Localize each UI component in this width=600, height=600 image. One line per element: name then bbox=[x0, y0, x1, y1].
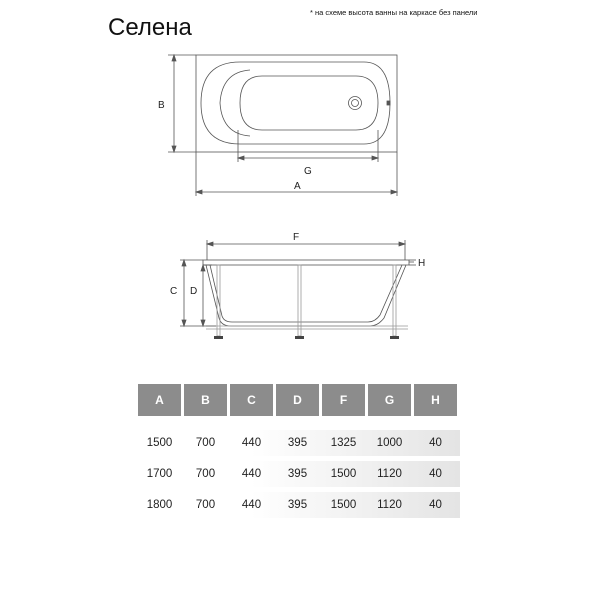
table-cell: 40 bbox=[429, 499, 442, 511]
table-cell: 440 bbox=[241, 437, 262, 449]
table-cell: 1120 bbox=[377, 499, 402, 511]
table-cell: 1120 bbox=[377, 468, 402, 480]
table-cell: 40 bbox=[429, 468, 442, 480]
table-cell: 1500 bbox=[330, 499, 357, 511]
dim-label-g: G bbox=[304, 166, 312, 177]
table-cell: 40 bbox=[429, 437, 442, 449]
product-title: Селена bbox=[108, 14, 192, 41]
table-cell: 700 bbox=[195, 468, 216, 480]
table-cell: 440 bbox=[241, 499, 262, 511]
table-cell: 1700 bbox=[146, 468, 173, 480]
table-row bbox=[138, 430, 460, 456]
tub-rim bbox=[203, 260, 409, 265]
table-row bbox=[138, 492, 460, 518]
table-cell: 1325 bbox=[330, 437, 357, 449]
table-cell: 1500 bbox=[146, 437, 173, 449]
tub-body-profile bbox=[206, 265, 406, 326]
table-cell: 1800 bbox=[146, 499, 173, 511]
table-header-row bbox=[138, 384, 460, 416]
table-row bbox=[138, 461, 460, 487]
dimensions-table bbox=[138, 384, 460, 518]
dim-label-c: C bbox=[170, 286, 178, 297]
table-header-cell: D bbox=[276, 384, 319, 416]
dim-label-h: H bbox=[418, 258, 426, 269]
table-header-cell: B bbox=[184, 384, 227, 416]
top-view bbox=[168, 55, 397, 196]
frame-height-note: * на схеме высота ванны на каркасе без панели bbox=[310, 8, 478, 17]
tub-outline bbox=[196, 55, 397, 152]
table-cell: 440 bbox=[241, 468, 262, 480]
dim-label-f: F bbox=[293, 232, 300, 243]
table-header-cell: H bbox=[414, 384, 457, 416]
table-cell: 1000 bbox=[376, 437, 403, 449]
dim-label-d: D bbox=[190, 286, 198, 297]
inner-basin bbox=[240, 76, 378, 130]
side-view bbox=[180, 240, 416, 339]
drain-icon bbox=[349, 97, 362, 110]
table-header-cell: G bbox=[368, 384, 411, 416]
table-cell: 700 bbox=[195, 499, 216, 511]
table-cell: 700 bbox=[195, 437, 216, 449]
table-cell: 395 bbox=[287, 468, 308, 480]
dim-label-a: A bbox=[294, 181, 301, 192]
table-header-cell: F bbox=[322, 384, 365, 416]
table-cell: 395 bbox=[287, 499, 308, 511]
table-header-cell: C bbox=[230, 384, 273, 416]
table-header-cell: A bbox=[138, 384, 181, 416]
table-cell: 1500 bbox=[330, 468, 357, 480]
dim-label-b: B bbox=[158, 100, 165, 111]
table-cell: 395 bbox=[287, 437, 308, 449]
